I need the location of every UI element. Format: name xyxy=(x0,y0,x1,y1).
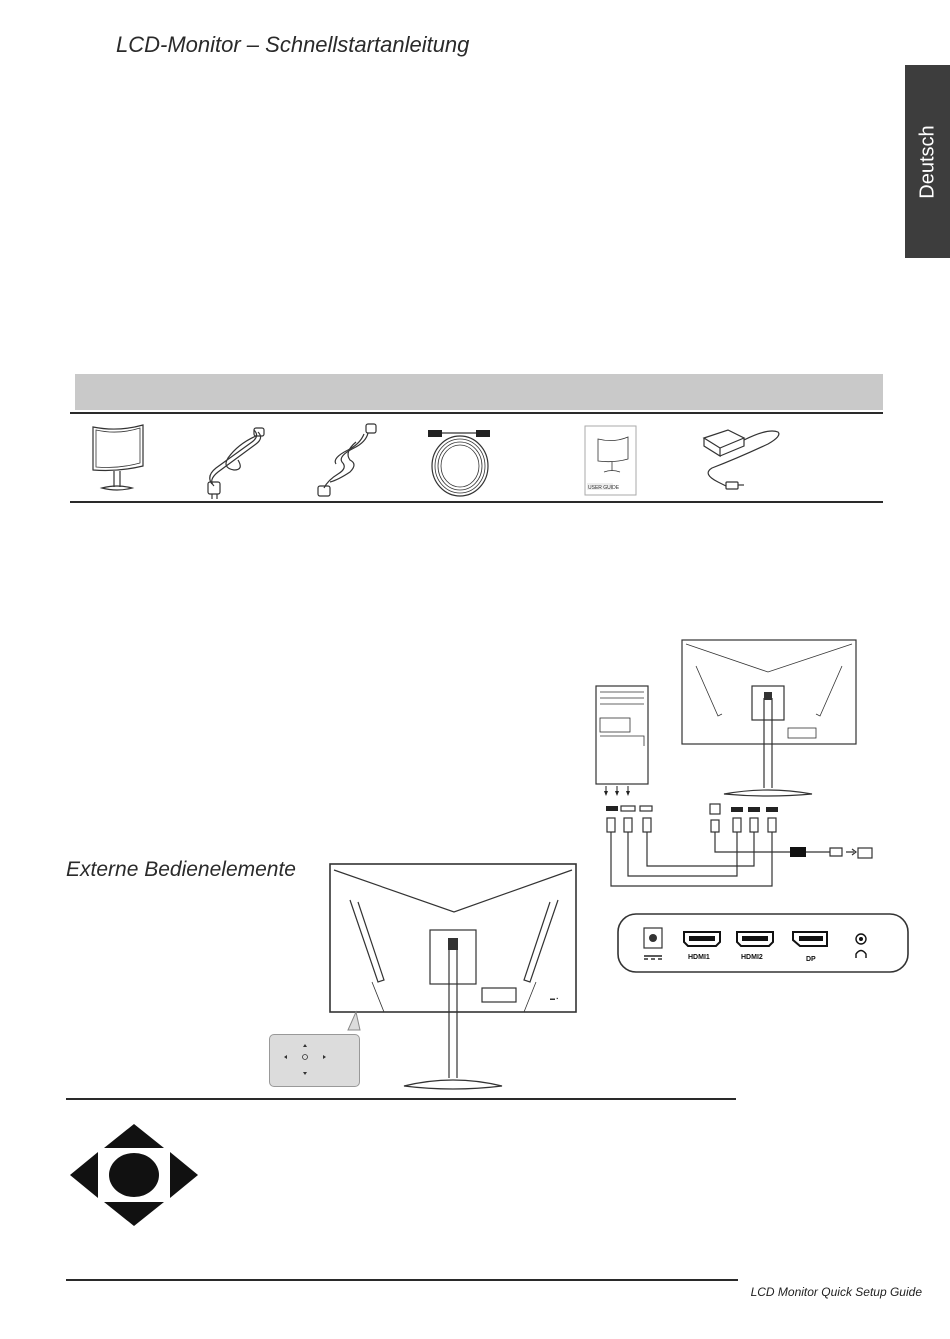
up-triangle-icon xyxy=(104,1124,164,1148)
video-cable-icon xyxy=(422,424,498,500)
left-triangle-icon xyxy=(70,1152,98,1198)
package-table-top-rule xyxy=(70,412,883,414)
package-contents-header-bar xyxy=(75,374,883,410)
hdmi1-port-icon xyxy=(684,932,720,961)
dp-label: DP xyxy=(806,956,816,963)
language-tab-label: Deutsch xyxy=(916,124,938,199)
port-panel xyxy=(616,912,910,974)
down-triangle-icon xyxy=(104,1202,164,1226)
footer-text: LCD Monitor Quick Setup Guide xyxy=(750,1285,922,1299)
dc-power-port-icon xyxy=(644,928,662,959)
right-arrow-icon[interactable] xyxy=(323,1055,326,1059)
package-table-bottom-rule xyxy=(70,501,883,503)
power-cord-icon xyxy=(308,422,378,500)
center-circle-icon xyxy=(109,1153,159,1197)
user-guide-icon xyxy=(584,425,638,497)
connection-diagram xyxy=(590,636,890,896)
center-button-icon[interactable] xyxy=(303,1055,308,1060)
up-arrow-icon[interactable] xyxy=(303,1044,307,1047)
headphone-port-icon xyxy=(856,934,866,958)
displayport-port-icon xyxy=(793,932,827,963)
monitor-back-icon xyxy=(682,640,856,796)
power-adapter-icon xyxy=(698,424,788,492)
monitor-icon xyxy=(88,422,148,496)
controls-heading: Externe Bedienelemente xyxy=(66,858,296,881)
footer-rule xyxy=(66,1279,738,1281)
power-cord-icon xyxy=(198,424,268,500)
language-tab xyxy=(905,65,950,258)
controls-rule xyxy=(66,1098,736,1100)
joystick-panel xyxy=(269,1034,360,1087)
down-arrow-icon[interactable] xyxy=(303,1072,307,1075)
hdmi2-port-icon xyxy=(737,932,773,961)
hdmi1-label: HDMI1 xyxy=(688,954,710,961)
right-triangle-icon xyxy=(170,1152,198,1198)
user-guide-label: USER GUIDE xyxy=(588,485,620,491)
left-arrow-icon[interactable] xyxy=(284,1055,287,1059)
svg-text:▬ ▪: ▬ ▪ xyxy=(550,996,559,1002)
computer-tower-icon xyxy=(596,686,648,796)
hdmi2-label: HDMI2 xyxy=(741,954,763,961)
joystick-icon xyxy=(68,1122,200,1228)
page-title: LCD-Monitor – Schnellstartanleitung xyxy=(116,32,470,57)
